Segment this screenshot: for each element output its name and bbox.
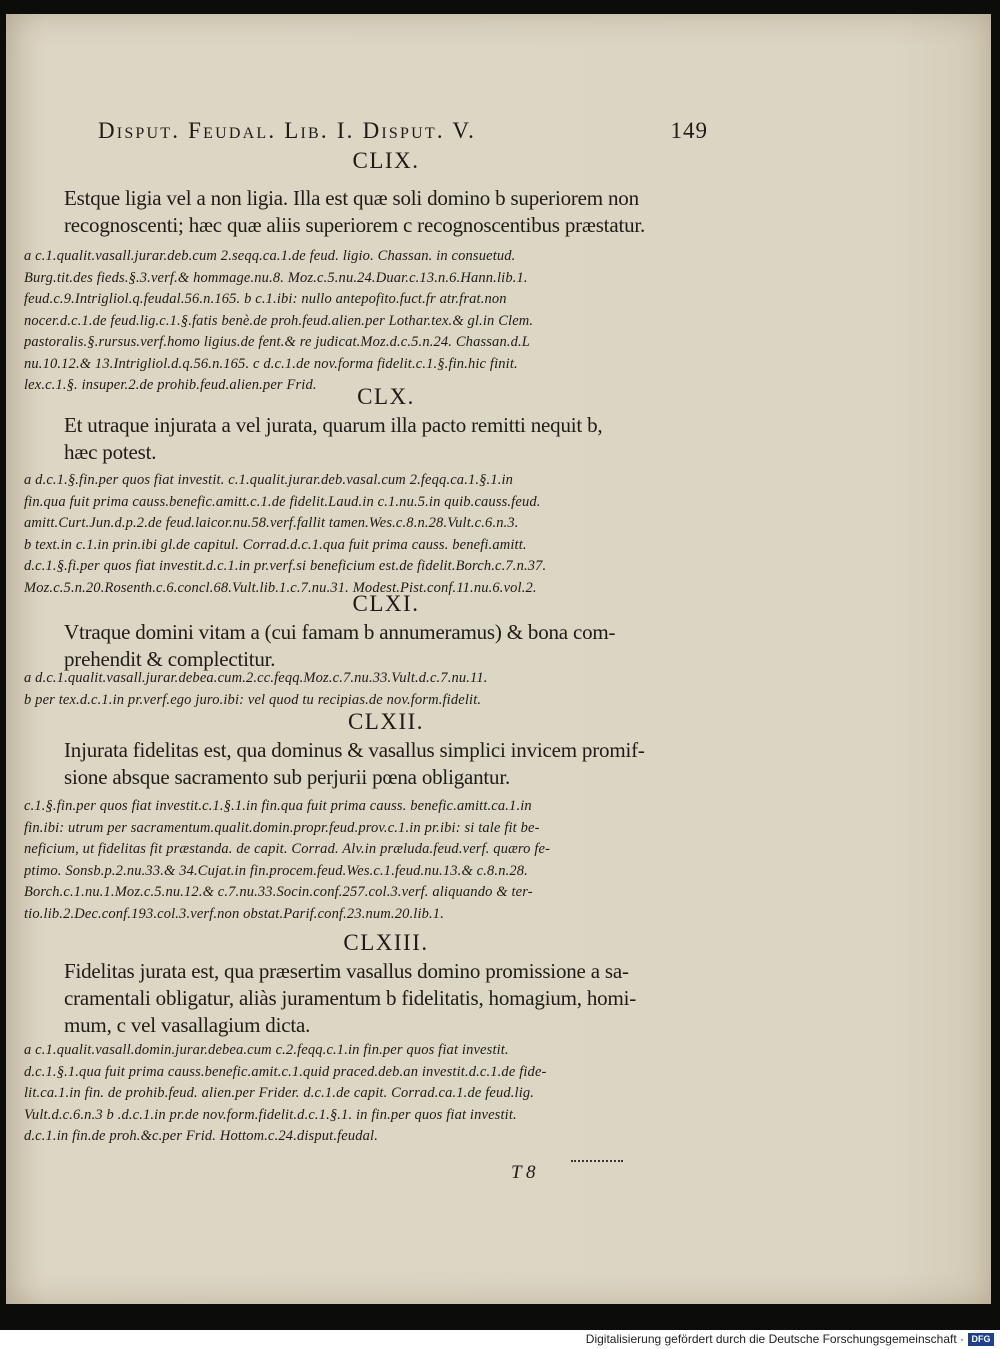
footnote-block xyxy=(24,470,714,599)
text-line: Vtraque domini vitam a (cui famam b annumeramus) & bona com- xyxy=(64,620,616,644)
note-line: a c.1.qualit.vasall.jurar.deb.cum 2.seqq.ca.1.de feud. ligio. Chassan. in consuetud. xyxy=(24,248,516,264)
footnote-block xyxy=(24,796,714,925)
note-line: d.c.1.§.1.qua fuit prima causs.benefic.amit.c.1.quid praced.deb.an investit.d.c.1.de fide- xyxy=(24,1063,547,1080)
note-line: Borch.c.1.nu.1.Moz.c.5.nu.12.& c.7.nu.33.Socin.conf.257.col.3.verf. aliquando & ter- xyxy=(24,884,533,900)
running-title: Disput. Feudal. Lib. I. Disput. V. xyxy=(98,118,477,143)
section-text xyxy=(64,737,704,791)
text-line: mum, c vel vasallagium dicta. xyxy=(64,1013,311,1037)
dfg-logo: DFG xyxy=(968,1333,994,1346)
note-line: c.1.§.fin.per quos fiat investit.c.1.§.1.in fin.qua fuit prima causs. benefic.amitt.ca.1.in xyxy=(24,798,532,814)
note-line: ptimo. Sonsb.p.2.nu.33.& 34.Cujat.in fin.procem.feud.Wes.c.1.feud.nu.13.& c.8.n.28. xyxy=(24,862,528,879)
note-line: neficium, ut fidelitas fit præstanda. de capit. Corrad. Alv.in præluda.feud.verf. quæro fe- xyxy=(24,841,551,857)
signature-mark: T 8 xyxy=(511,1162,536,1183)
text-line: hæc potest. xyxy=(64,440,157,464)
footnote-block xyxy=(24,1040,714,1148)
section-text xyxy=(64,958,704,1039)
digitization-footer xyxy=(0,1330,1000,1349)
section-number: CLXIII. xyxy=(343,930,429,955)
section-number: CLIX. xyxy=(352,148,420,173)
note-line: b per tex.d.c.1.in pr.verf.ego juro.ibi: vel quod tu recipias.de nov.form.fidelit. xyxy=(24,691,482,708)
note-line: a d.c.1.§.fin.per quos fiat investit. c.1.qualit.jurar.deb.vasal.cum 2.feqq.ca.1.§.1.in xyxy=(24,472,514,488)
line-end-ornament xyxy=(571,1154,623,1162)
note-line: nu.10.12.& 13.Intrigliol.d.q.56.n.165. c d.c.1.de nov.forma fidelit.c.1.§.fin.hic finit. xyxy=(24,355,518,372)
section-text xyxy=(64,619,704,673)
note-line: d.c.1.§.fi.per quos fiat investit.d.c.1.in pr.verf.si beneficium est.de fidelit.Borch.c.7.n.37. xyxy=(24,558,547,574)
note-line: fin.ibi: utrum per sacramentum.qualit.domin.propr.feud.prov.c.1.in pr.ibi: si tale fit be- xyxy=(24,819,540,836)
note-line: Moz.c.5.n.20.Rosenth.c.6.concl.68.Vult.lib.1.c.7.nu.31. Modest.Pist.conf.11.nu.6.vol.2. xyxy=(24,579,537,596)
note-line: lit.ca.1.in fin. de prohib.feud. alien.per Frider. d.c.1.de capit. Corrad.ca.1.de feud.lig. xyxy=(24,1085,535,1101)
note-line: b text.in c.1.in prin.ibi gl.de capitul. Corrad.d.c.1.qua fuit prima causs. benefi.amitt. xyxy=(24,536,527,553)
section-number: CLXII. xyxy=(347,709,425,734)
text-line: sione absque sacramento sub perjurii pœna obligantur. xyxy=(64,765,511,789)
note-line: fin.qua fuit prima causs.benefic.amitt.c.1.de fidelit.Laud.in c.1.nu.5.in quib.causs.feud. xyxy=(24,493,541,510)
section-text xyxy=(64,185,704,239)
footnote-block xyxy=(24,246,714,397)
section-number: CLXI. xyxy=(352,591,420,616)
section-number: CLX. xyxy=(357,384,415,409)
note-line: amitt.Curt.Jun.d.p.2.de feud.laicor.nu.58.verf.fallit tamen.Wes.c.8.n.28.Vult.c.6.n.3. xyxy=(24,515,519,531)
section-text xyxy=(64,412,704,466)
note-line: lex.c.1.§. insuper.2.de prohib.feud.alien.per Frid. xyxy=(24,377,317,393)
note-line: tio.lib.2.Dec.conf.193.col.3.verf.non obstat.Parif.conf.23.num.20.lib.1. xyxy=(24,905,444,922)
footnote-block xyxy=(24,668,714,711)
note-line: Vult.d.c.6.n.3 b .d.c.1.in pr.de nov.form.fidelit.d.c.1.§.1. in fin.per quos fiat investit. xyxy=(24,1106,517,1123)
text-line: recognoscenti; hæc quæ aliis superiorem c recognoscentibus præstatur. xyxy=(64,213,646,237)
text-line: Fidelitas jurata est, qua præsertim vasallus domino promissione a sa- xyxy=(64,959,629,983)
note-line: a c.1.qualit.vasall.domin.jurar.debea.cum c.2.feqq.c.1.in fin.per quos fiat investit. xyxy=(24,1042,509,1058)
text-line: Estque ligia vel a non ligia. Illa est quæ soli domino b superiorem non xyxy=(64,186,639,210)
note-line: d.c.1.in fin.de proh.&c.per Frid. Hottom.c.24.disput.feudal. xyxy=(24,1128,379,1144)
text-line: Et utraque injurata a vel jurata, quarum illa pacto remitti nequit b, xyxy=(64,413,603,437)
note-line: pastoralis.§.rursus.verf.homo ligius.de fent.& re judicat.Moz.d.c.5.n.24. Chassan.d.L xyxy=(24,334,531,350)
note-line: a d.c.1.qualit.vasall.jurar.debea.cum.2.cc.feqq.Moz.c.7.nu.33.Vult.d.c.7.nu.11. xyxy=(24,670,488,686)
scanned-book-page xyxy=(6,14,991,1304)
note-line: nocer.d.c.1.de feud.lig.c.1.§.fatis benè.de proh.feud.alien.per Lothar.tex.& gl.in Clem. xyxy=(24,312,534,329)
text-line: prehendit & complectitur. xyxy=(64,647,276,671)
note-line: Burg.tit.des fieds.§.3.verf.& hommage.nu.8. Moz.c.5.nu.24.Duar.c.13.n.6.Hann.lib.1. xyxy=(24,269,528,286)
funding-credit: Digitalisierung gefördert durch die Deutsche Forschungsgemeinschaft · xyxy=(585,1332,964,1346)
note-line: feud.c.9.Intrigliol.q.feudal.56.n.165. b c.1.ibi: nullo antepofito.fuct.fr atr.frat.non xyxy=(24,291,507,307)
text-line: Injurata fidelitas est, qua dominus & vasallus simplici invicem promif- xyxy=(64,738,645,762)
page-number: 149 xyxy=(670,118,708,143)
text-line: cramentali obligatur, aliàs juramentum b fidelitatis, homagium, homi- xyxy=(64,986,637,1010)
